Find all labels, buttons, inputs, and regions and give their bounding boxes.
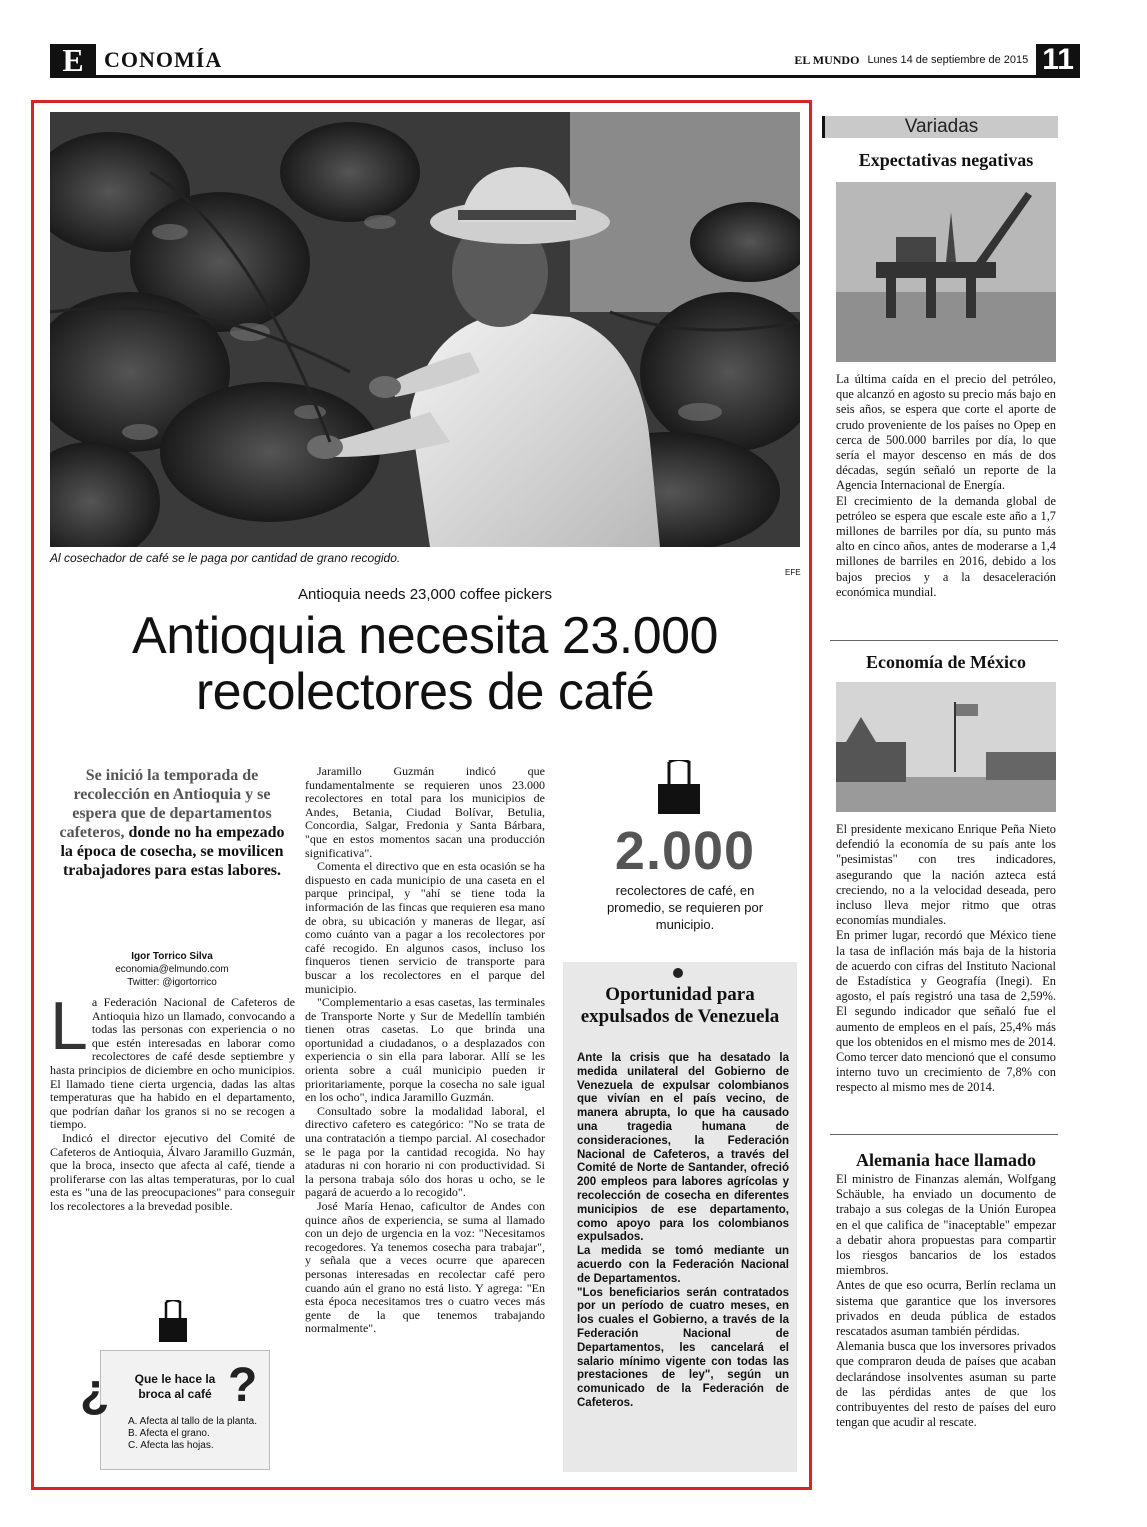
mexico-paragraph-1: El presidente mexicano Enrique Peña Nieto defendió la economía de su país ante los "pesimistas" con tres indicadores, asegurando que la nación azteca está creciendo, no a la velocidad deseada, pero incluso lleva mejor ritmo que otras economías mundiales. bbox=[836, 822, 1056, 928]
column-1-paragraph-2: Indicó el director ejecutivo del Comité de Cafeteros de Antioquia, Álvaro Jaramillo Guzmán, que la broca, insecto que afecta al café, tiende a proliferarse con las altas temperaturas, por lo cual esta es "una de las preocupaciones" para conseguir los recolectores a la brevedad posible. bbox=[50, 1130, 295, 1213]
stat-description: recolectores de café, en promedio, se requieren por municipio. bbox=[606, 883, 764, 932]
author-twitter: Twitter: @igortorrico bbox=[127, 977, 217, 988]
lede-part-2: donde no ha empezado la época de cosecha, se movilicen trabajadores para estas labores. bbox=[60, 824, 285, 879]
article-column-1 bbox=[50, 988, 295, 1214]
header-info bbox=[794, 44, 1080, 76]
section-logo bbox=[50, 44, 230, 76]
headline-line-1: Antioquia necesita 23.000 bbox=[132, 607, 718, 665]
column-2-paragraph-1: Jaramillo Guzmán indicó que fundamentalmente se requieren unos 23.000 recolectores en total para los municipios de Andes, Betania, Ciudad Bolívar, Betulia, Concordia, Salgar, Fredonia y Santa Bárbara, "que en estos momentos sacan una producción significativa". bbox=[305, 764, 545, 860]
lede-part-1: Se inició la temporada de recolección en Antioquia y se espera que de departamentos cafeteros, bbox=[59, 767, 272, 841]
expectativas-paragraph-2: El crecimiento de la demanda global de petróleo se espera que escale este año a 1,7 millones de barriles por día, su punto más alto en cinco años, antes de moderarse a 1,4 millones de barriles en 2016, debido a los bajos precios y a la desaceleración económica mundial. bbox=[836, 493, 1056, 599]
page-number: 11 bbox=[1036, 44, 1080, 76]
venezuela-paragraph-3: "Los beneficiarios serán contratados por un período de cuatro meses, en los cuales el Gobierno, a través de la Federación Nacional de Departamentos, les cancelará el salario mínimo vigente con todas las prestaciones de ley", según un comunicado de la Federación de Cafeteros. bbox=[577, 1286, 789, 1409]
broca-option-a: A. Afecta al tallo de la planta. bbox=[128, 1416, 257, 1427]
photo-credit: EFE bbox=[785, 568, 801, 577]
byline bbox=[52, 950, 292, 989]
article-column-2 bbox=[305, 765, 545, 1336]
alemania-text bbox=[836, 1172, 1056, 1430]
expectativas-paragraph-1: La última caída en el precio del petróleo, que alcanzó en agosto su precio más bajo en seis años, se espera que corte el aporte de crudo proveniente de los países no Opep en cerca de 500.000 barriles por día, lo que sería el mayor descenso en más de dos décadas, según señaló un reporte de la Agencia Internacional de Energía. bbox=[836, 372, 1056, 493]
mexico-title: Economía de México bbox=[866, 652, 1026, 672]
column-1-paragraph-1 bbox=[50, 988, 295, 1132]
column-2-paragraph-3: "Complementario a esas casetas, las terminales de Transporte Norte y Sur de Medellín también tienen otras casetas. Lo que brinda una oportunidad a ciudadanos, o a desplazados con experiencia o sin ella para laborar. Allí se les orienta sobre a cuál municipio pueden ir prioritariamente, porque la cosecha no sale igual en los ocho", indica Jaramillo Guzmán. bbox=[305, 995, 545, 1105]
venezuela-paragraph-1: Ante la crisis que ha desatado la medida unilateral del Gobierno de Venezuela de expulsar colombianos que vivían en el país vecino, de manera abrupta, lo que ha causado una tragedia humana de consideraciones, la Federación Nacional de Cafeteros, a través del Comité de Norte de Santander, ofreció 200 empleos para labores agrícolas y recolección de cosecha en diferentes municipios de ese departamento, como apoyo para los colombianos expulsados. bbox=[577, 1052, 789, 1244]
stat-box bbox=[590, 760, 780, 945]
alemania-paragraph-1: El ministro de Finanzas alemán, Wolfgang Schäuble, ha enviado un documento de trabajo a sus colegas de la Unión Europea en el que califica de "inaceptable" empezar a debatir ahora propuestas para compartir los riesgos bancarios de los estados miembros. bbox=[836, 1172, 1056, 1278]
venezuela-paragraph-2: La medida se tomó mediante un acuerdo con la Federación Nacional de Departamentos. bbox=[577, 1245, 789, 1285]
column-2-paragraph-5: José María Henao, caficultor de Andes con quince años de experiencia, se suma al llamado con un dejo de urgencia en la voz: "Necesitamos recogedores. Ya tenemos cosecha para trabajar", y señala que a veces ocurre que aparecen personas interesadas en recolectar café pero cuando aún el grano no está listo. Y agrega: "En esta época necesitamos tres o cuatro veces más gente de la que tenemos trabajando normalmente". bbox=[305, 1199, 545, 1336]
section-name: CONOMÍA bbox=[104, 47, 223, 72]
coffee-picker-photo bbox=[50, 112, 800, 547]
mexico-paragraph-2: En primer lugar, recordó que México tiene la tasa de inflación más baja de la historia de acuerdo con cifras del Instituto Nacional de Estadística y Geografía (Inegi). En agosto, el país registró una tasa de 2,59%. El segundo indicador que señaló fue el aumento de empleos en el país, 25,4% más que los obtenidos en el mismo mes de 2014. Como tercer dato mencionó que el consumo interno tuvo un crecimiento de 7,8% con respecto al mismo mes de 2014. bbox=[836, 928, 1056, 1095]
drop-cap: L bbox=[50, 988, 88, 1064]
column-2-paragraph-2: Comenta el directivo que en esta ocasión se ha dispuesto en cada municipio de una caseta en el parque principal, y "ahí se tiene toda la información de las fincas que requieren esa mano de obra, su ubicación y maneras de llegar, así como cuánto van a pagar a los recolectores por café recogido. En algunos casos, incluso los finqueros tienen servicio de transporte para buscar a los recolectores en el parque del municipio. bbox=[305, 859, 545, 996]
expectativas-text bbox=[836, 372, 1056, 600]
question-close-icon: ? bbox=[228, 1359, 258, 1412]
expectativas-title: Expectativas negativas bbox=[858, 150, 1034, 170]
question-open-icon: ¿ bbox=[80, 1365, 110, 1418]
broca-option-b: B. Afecta el grano. bbox=[128, 1428, 210, 1439]
stat-number: 2.000 bbox=[614, 821, 756, 881]
alemania-title: Alemania hace llamado bbox=[856, 1150, 1036, 1170]
broca-infobox bbox=[80, 1300, 290, 1478]
english-kicker: Antioquia needs 23,000 coffee pickers bbox=[297, 586, 553, 603]
mexico-city-photo bbox=[836, 682, 1056, 812]
author-email: economia@elmundo.com bbox=[115, 964, 229, 975]
headline-line-2: recolectores de café bbox=[195, 663, 655, 721]
binder-clip-icon bbox=[654, 760, 704, 816]
broca-option-c: C. Afecta las hojas. bbox=[128, 1440, 214, 1451]
divider bbox=[830, 640, 1058, 641]
author-name: Igor Torrico Silva bbox=[131, 951, 213, 962]
pin-icon bbox=[673, 968, 683, 978]
oil-platform-photo bbox=[836, 182, 1056, 362]
headline bbox=[45, 608, 805, 720]
binder-clip-icon bbox=[156, 1300, 190, 1344]
page-header bbox=[50, 44, 1080, 78]
mexico-text bbox=[836, 822, 1056, 1096]
alemania-paragraph-3: Alemania busca que los inversores privados que compraron deuda de países que acaban declarándose insolventes asuman su parte de las pérdidas antes de que los contribuyentes del resto de países del euro tengan que acudir al rescate. bbox=[836, 1339, 1056, 1430]
broca-title: Que le hace la broca al café bbox=[134, 1372, 216, 1401]
column-2-paragraph-4: Consultado sobre la modalidad laboral, el directivo cafetero es categórico: "No se trata de una contratación a tiempo parcial. Al cosechador se le paga por la cantidad recogida. No hay ataduras ni con horario ni con productividad. Si la persona trabaja sólo dos horas u ocho, se le pagará de acuerdo a lo recogido". bbox=[305, 1103, 545, 1200]
newspaper-name: EL MUNDO bbox=[794, 52, 860, 67]
issue-date: Lunes 14 de septiembre de 2015 bbox=[867, 54, 1029, 66]
lede bbox=[52, 766, 292, 880]
variadas-header: Variadas bbox=[822, 116, 1058, 138]
alemania-paragraph-2: Antes de que eso ocurra, Berlín reclama un sistema que garantice que los inversores privados en deuda pública de estados rescatados asuman también pérdidas. bbox=[836, 1278, 1056, 1339]
broca-options bbox=[128, 1416, 258, 1452]
venezuela-body bbox=[577, 1052, 789, 1411]
divider bbox=[830, 1134, 1058, 1135]
venezuela-box bbox=[563, 962, 797, 1472]
photo-caption: Al cosechador de café se le paga por cantidad de grano recogido. bbox=[50, 551, 401, 565]
column-1-paragraph-1-text: a Federación Nacional de Cafeteros de Antioquia hizo un llamado, convocando a todas las personas con experiencia o no que estén interesadas en laborar como recolectores de café desde septiembre y hasta principios de diciembre en ocho municipios. El llamado tiene cierta urgencia, dadas las altas temperaturas que ha habido en el departamento, que podrían dañar los granos si no se recogen a tiempo. bbox=[50, 995, 295, 1132]
venezuela-title: Oportunidad para expulsados de Venezuela bbox=[580, 984, 780, 1027]
section-initial: E bbox=[50, 44, 96, 76]
